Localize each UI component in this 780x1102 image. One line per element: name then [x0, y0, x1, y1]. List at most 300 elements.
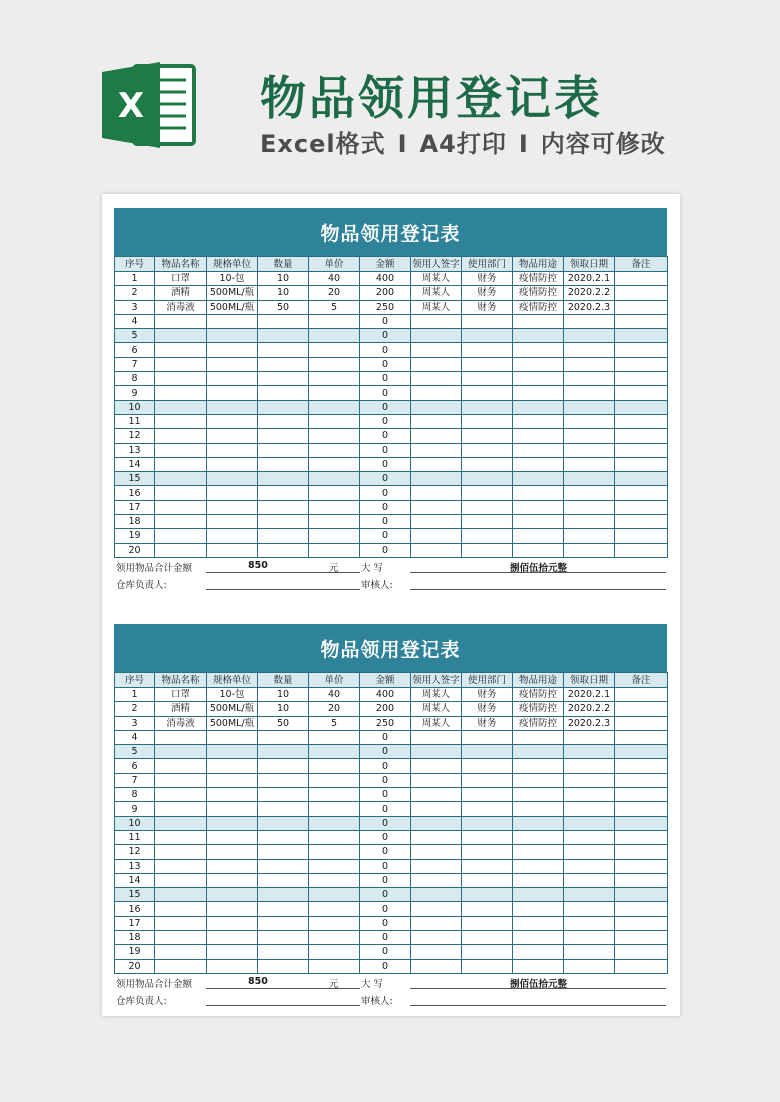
cell-date [564, 529, 615, 543]
cell-purpose: 疫情防控 [513, 716, 564, 730]
cell-date [564, 802, 615, 816]
cell-amount: 0 [360, 816, 411, 830]
cell-recipient-signature [411, 543, 462, 557]
uppercase-underline [410, 988, 666, 989]
cell-remarks [615, 343, 668, 357]
total-amount-value: 850 [248, 975, 268, 987]
cell-no: 5 [115, 329, 155, 343]
cell-no: 6 [115, 343, 155, 357]
column-header-purpose: 物品用途 [513, 673, 564, 688]
cell-purpose [513, 372, 564, 386]
cell-unit-price [309, 730, 360, 744]
cell-no: 15 [115, 888, 155, 902]
cell-recipient-signature [411, 429, 462, 443]
total-amount-label: 领用物品合计金额 [116, 562, 193, 574]
table-row [115, 816, 668, 830]
cell-remarks [615, 357, 668, 371]
cell-date [564, 730, 615, 744]
cell-unit-price [309, 386, 360, 400]
cell-department [462, 816, 513, 830]
cell-quantity [258, 802, 309, 816]
cell-remarks [615, 802, 668, 816]
cell-unit-price [309, 845, 360, 859]
cell-no: 8 [115, 788, 155, 802]
cell-department [462, 931, 513, 945]
cell-quantity [258, 959, 309, 973]
cell-department [462, 529, 513, 543]
cell-no: 14 [115, 457, 155, 471]
table-row [115, 372, 668, 386]
cell-item-name [155, 802, 207, 816]
cell-remarks [615, 472, 668, 486]
currency-unit: 元 [329, 562, 339, 574]
table-row [115, 286, 668, 300]
cell-spec [207, 845, 258, 859]
cell-spec [207, 329, 258, 343]
cell-item-name [155, 916, 207, 930]
cell-unit-price [309, 959, 360, 973]
table-row [115, 945, 668, 959]
cell-no: 13 [115, 443, 155, 457]
table-row [115, 472, 668, 486]
cell-no: 10 [115, 400, 155, 414]
cell-quantity [258, 543, 309, 557]
cell-date [564, 400, 615, 414]
cell-no: 15 [115, 472, 155, 486]
excel-logo-icon [100, 60, 200, 150]
table-row [115, 443, 668, 457]
cell-department [462, 486, 513, 500]
cell-remarks [615, 515, 668, 529]
table-row [115, 543, 668, 557]
cell-item-name: 酒精 [155, 286, 207, 300]
table-row [115, 400, 668, 414]
cell-no: 19 [115, 529, 155, 543]
cell-department [462, 830, 513, 844]
cell-amount: 0 [360, 386, 411, 400]
cell-purpose: 疫情防控 [513, 286, 564, 300]
cell-spec [207, 873, 258, 887]
cell-remarks [615, 443, 668, 457]
cell-spec [207, 543, 258, 557]
cell-remarks [615, 314, 668, 328]
cell-remarks [615, 788, 668, 802]
cell-no: 7 [115, 773, 155, 787]
cell-recipient-signature: 周某人 [411, 702, 462, 716]
cell-date [564, 888, 615, 902]
cell-amount: 400 [360, 688, 411, 702]
cell-purpose [513, 400, 564, 414]
cell-no: 1 [115, 688, 155, 702]
cell-no: 17 [115, 916, 155, 930]
cell-amount: 0 [360, 457, 411, 471]
cell-remarks [615, 873, 668, 887]
sheet-footer [114, 974, 667, 1010]
cell-no: 18 [115, 931, 155, 945]
cell-purpose [513, 329, 564, 343]
cell-date [564, 845, 615, 859]
table-row [115, 515, 668, 529]
table-row [115, 272, 668, 286]
table-row [115, 745, 668, 759]
cell-amount: 0 [360, 543, 411, 557]
table-row [115, 300, 668, 314]
cell-unit-price [309, 543, 360, 557]
cell-spec: 10-包 [207, 272, 258, 286]
cell-quantity [258, 529, 309, 543]
table-row [115, 830, 668, 844]
cell-no: 20 [115, 959, 155, 973]
cell-no: 12 [115, 429, 155, 443]
cell-amount: 0 [360, 429, 411, 443]
subtitle-separator: I [518, 130, 529, 158]
cell-date [564, 500, 615, 514]
cell-date [564, 959, 615, 973]
cell-unit-price: 5 [309, 300, 360, 314]
cell-remarks [615, 372, 668, 386]
cell-spec [207, 357, 258, 371]
cell-purpose [513, 759, 564, 773]
table-row [115, 688, 668, 702]
column-header-department: 使用部门 [462, 257, 513, 272]
cell-unit-price [309, 443, 360, 457]
cell-amount: 250 [360, 300, 411, 314]
cell-unit-price [309, 472, 360, 486]
cell-purpose [513, 529, 564, 543]
cell-remarks [615, 730, 668, 744]
cell-amount: 0 [360, 830, 411, 844]
table-row [115, 959, 668, 973]
cell-department [462, 845, 513, 859]
cell-no: 19 [115, 945, 155, 959]
cell-recipient-signature: 周某人 [411, 300, 462, 314]
cell-amount: 0 [360, 745, 411, 759]
cell-quantity [258, 816, 309, 830]
register-sheet-2 [114, 624, 667, 1010]
table-row [115, 902, 668, 916]
cell-remarks [615, 773, 668, 787]
cell-no: 4 [115, 314, 155, 328]
cell-remarks [615, 931, 668, 945]
register-table [114, 672, 668, 974]
cell-purpose [513, 931, 564, 945]
cell-date [564, 931, 615, 945]
cell-recipient-signature [411, 830, 462, 844]
cell-purpose [513, 802, 564, 816]
keeper-signature-line [206, 589, 360, 590]
cell-no: 11 [115, 830, 155, 844]
column-header-date: 领取日期 [564, 673, 615, 688]
column-header-no: 序号 [115, 673, 155, 688]
cell-quantity [258, 759, 309, 773]
cell-date: 2020.2.2 [564, 286, 615, 300]
cell-item-name [155, 429, 207, 443]
keeper-signature-line [206, 1005, 360, 1006]
cell-purpose [513, 429, 564, 443]
reviewer-label: 审核人: [361, 579, 393, 591]
table-row [115, 414, 668, 428]
cell-date [564, 429, 615, 443]
cell-amount: 250 [360, 716, 411, 730]
cell-remarks [615, 902, 668, 916]
cell-purpose [513, 543, 564, 557]
cell-recipient-signature [411, 314, 462, 328]
cell-unit-price [309, 343, 360, 357]
cell-remarks [615, 429, 668, 443]
cell-recipient-signature [411, 816, 462, 830]
cell-purpose [513, 788, 564, 802]
cell-date: 2020.2.3 [564, 300, 615, 314]
cell-purpose [513, 730, 564, 744]
cell-unit-price [309, 916, 360, 930]
cell-unit-price: 40 [309, 688, 360, 702]
cell-spec [207, 830, 258, 844]
cell-recipient-signature: 周某人 [411, 688, 462, 702]
warehouse-keeper-label: 仓库负责人: [116, 579, 167, 591]
cell-quantity [258, 845, 309, 859]
cell-quantity [258, 386, 309, 400]
cell-item-name [155, 457, 207, 471]
cell-item-name [155, 888, 207, 902]
cell-no: 18 [115, 515, 155, 529]
cell-purpose [513, 386, 564, 400]
cell-item-name [155, 773, 207, 787]
cell-quantity [258, 314, 309, 328]
cell-unit-price [309, 529, 360, 543]
cell-date [564, 343, 615, 357]
cell-unit-price [309, 357, 360, 371]
cell-date [564, 314, 615, 328]
cell-unit-price [309, 400, 360, 414]
column-header-amount: 金额 [360, 257, 411, 272]
cell-date: 2020.2.1 [564, 688, 615, 702]
sheet-title: 物品领用登记表 [114, 624, 667, 672]
table-row [115, 357, 668, 371]
cell-unit-price [309, 486, 360, 500]
cell-remarks [615, 457, 668, 471]
cell-spec [207, 414, 258, 428]
cell-department [462, 400, 513, 414]
cell-date [564, 443, 615, 457]
cell-amount: 0 [360, 873, 411, 887]
cell-remarks [615, 272, 668, 286]
cell-amount: 0 [360, 329, 411, 343]
cell-spec [207, 902, 258, 916]
cell-no: 12 [115, 845, 155, 859]
cell-date [564, 329, 615, 343]
cell-item-name [155, 543, 207, 557]
cell-item-name [155, 788, 207, 802]
column-header-recipient-signature: 领用人签字 [412, 674, 460, 686]
cell-spec [207, 945, 258, 959]
cell-unit-price [309, 515, 360, 529]
cell-spec [207, 472, 258, 486]
cell-amount: 0 [360, 357, 411, 371]
cell-item-name [155, 400, 207, 414]
column-header-quantity: 数量 [258, 257, 309, 272]
cell-unit-price [309, 500, 360, 514]
cell-item-name [155, 902, 207, 916]
cell-spec [207, 429, 258, 443]
cell-recipient-signature [411, 443, 462, 457]
cell-purpose [513, 314, 564, 328]
cell-date [564, 515, 615, 529]
cell-quantity [258, 931, 309, 945]
cell-amount: 0 [360, 888, 411, 902]
cell-recipient-signature [411, 959, 462, 973]
cell-department: 财务 [462, 716, 513, 730]
cell-spec: 500ML/瓶 [207, 286, 258, 300]
cell-quantity: 50 [258, 300, 309, 314]
cell-recipient-signature [411, 343, 462, 357]
cell-no: 8 [115, 372, 155, 386]
cell-amount: 0 [360, 515, 411, 529]
cell-item-name: 消毒液 [155, 716, 207, 730]
cell-department [462, 745, 513, 759]
cell-unit-price [309, 414, 360, 428]
column-header-unit-price: 单价 [309, 257, 360, 272]
column-header-no: 序号 [115, 257, 155, 272]
cell-purpose: 疫情防控 [513, 300, 564, 314]
cell-recipient-signature [411, 902, 462, 916]
cell-no: 3 [115, 300, 155, 314]
uppercase-amount: 捌佰伍拾元整 [510, 978, 568, 990]
uppercase-amount: 捌佰伍拾元整 [510, 562, 568, 574]
cell-remarks [615, 816, 668, 830]
cell-recipient-signature [411, 486, 462, 500]
table-row [115, 529, 668, 543]
cell-quantity: 10 [258, 688, 309, 702]
column-header-spec: 规格单位 [207, 257, 258, 272]
cell-unit-price: 20 [309, 702, 360, 716]
cell-recipient-signature [411, 529, 462, 543]
cell-department [462, 472, 513, 486]
cell-no: 14 [115, 873, 155, 887]
cell-quantity [258, 916, 309, 930]
table-row [115, 931, 668, 945]
cell-quantity [258, 372, 309, 386]
cell-quantity [258, 945, 309, 959]
cell-spec [207, 443, 258, 457]
cell-amount: 0 [360, 472, 411, 486]
column-header-purpose: 物品用途 [513, 257, 564, 272]
cell-purpose [513, 888, 564, 902]
cell-recipient-signature [411, 329, 462, 343]
cell-department [462, 859, 513, 873]
cell-no: 17 [115, 500, 155, 514]
cell-remarks [615, 716, 668, 730]
cell-purpose [513, 414, 564, 428]
cell-item-name [155, 343, 207, 357]
cell-spec [207, 500, 258, 514]
table-row [115, 859, 668, 873]
cell-spec [207, 386, 258, 400]
cell-department [462, 329, 513, 343]
cell-department [462, 802, 513, 816]
cell-no: 11 [115, 414, 155, 428]
cell-item-name [155, 529, 207, 543]
cell-remarks [615, 945, 668, 959]
table-row [115, 888, 668, 902]
cell-date [564, 945, 615, 959]
cell-date [564, 859, 615, 873]
cell-amount: 0 [360, 443, 411, 457]
cell-unit-price [309, 372, 360, 386]
cell-no: 7 [115, 357, 155, 371]
cell-quantity [258, 773, 309, 787]
cell-remarks [615, 888, 668, 902]
cell-purpose: 疫情防控 [513, 702, 564, 716]
cell-recipient-signature [411, 888, 462, 902]
column-header-amount: 金额 [360, 673, 411, 688]
cell-purpose: 疫情防控 [513, 272, 564, 286]
cell-item-name [155, 357, 207, 371]
cell-recipient-signature: 周某人 [411, 272, 462, 286]
cell-department [462, 945, 513, 959]
cell-quantity [258, 357, 309, 371]
cell-date [564, 414, 615, 428]
cell-department [462, 314, 513, 328]
cell-remarks [615, 916, 668, 930]
cell-unit-price [309, 329, 360, 343]
table-header-row [115, 257, 668, 272]
cell-quantity [258, 343, 309, 357]
cell-purpose [513, 859, 564, 873]
currency-unit: 元 [329, 978, 339, 990]
cell-amount: 0 [360, 859, 411, 873]
cell-quantity: 50 [258, 716, 309, 730]
cell-spec [207, 745, 258, 759]
cell-purpose [513, 902, 564, 916]
cell-quantity [258, 400, 309, 414]
cell-item-name [155, 959, 207, 973]
cell-item-name [155, 414, 207, 428]
cell-quantity [258, 730, 309, 744]
table-row [115, 759, 668, 773]
cell-recipient-signature [411, 916, 462, 930]
cell-quantity [258, 472, 309, 486]
cell-unit-price [309, 745, 360, 759]
cell-purpose [513, 515, 564, 529]
cell-date [564, 543, 615, 557]
table-row [115, 873, 668, 887]
cell-department: 财务 [462, 286, 513, 300]
cell-quantity [258, 830, 309, 844]
cell-item-name [155, 845, 207, 859]
cell-item-name [155, 745, 207, 759]
cell-unit-price [309, 429, 360, 443]
cell-recipient-signature [411, 457, 462, 471]
cell-department [462, 414, 513, 428]
cell-spec [207, 859, 258, 873]
cell-recipient-signature [411, 745, 462, 759]
cell-department [462, 730, 513, 744]
cell-quantity [258, 515, 309, 529]
cell-no: 10 [115, 816, 155, 830]
cell-item-name [155, 730, 207, 744]
table-row [115, 500, 668, 514]
cell-recipient-signature [411, 372, 462, 386]
sheet-title: 物品领用登记表 [114, 208, 667, 256]
column-header-recipient-signature: 领用人签字 [412, 258, 460, 270]
cell-recipient-signature [411, 730, 462, 744]
cell-item-name: 口罩 [155, 272, 207, 286]
cell-no: 9 [115, 802, 155, 816]
cell-no: 16 [115, 902, 155, 916]
cell-department [462, 386, 513, 400]
cell-date [564, 372, 615, 386]
cell-unit-price: 5 [309, 716, 360, 730]
